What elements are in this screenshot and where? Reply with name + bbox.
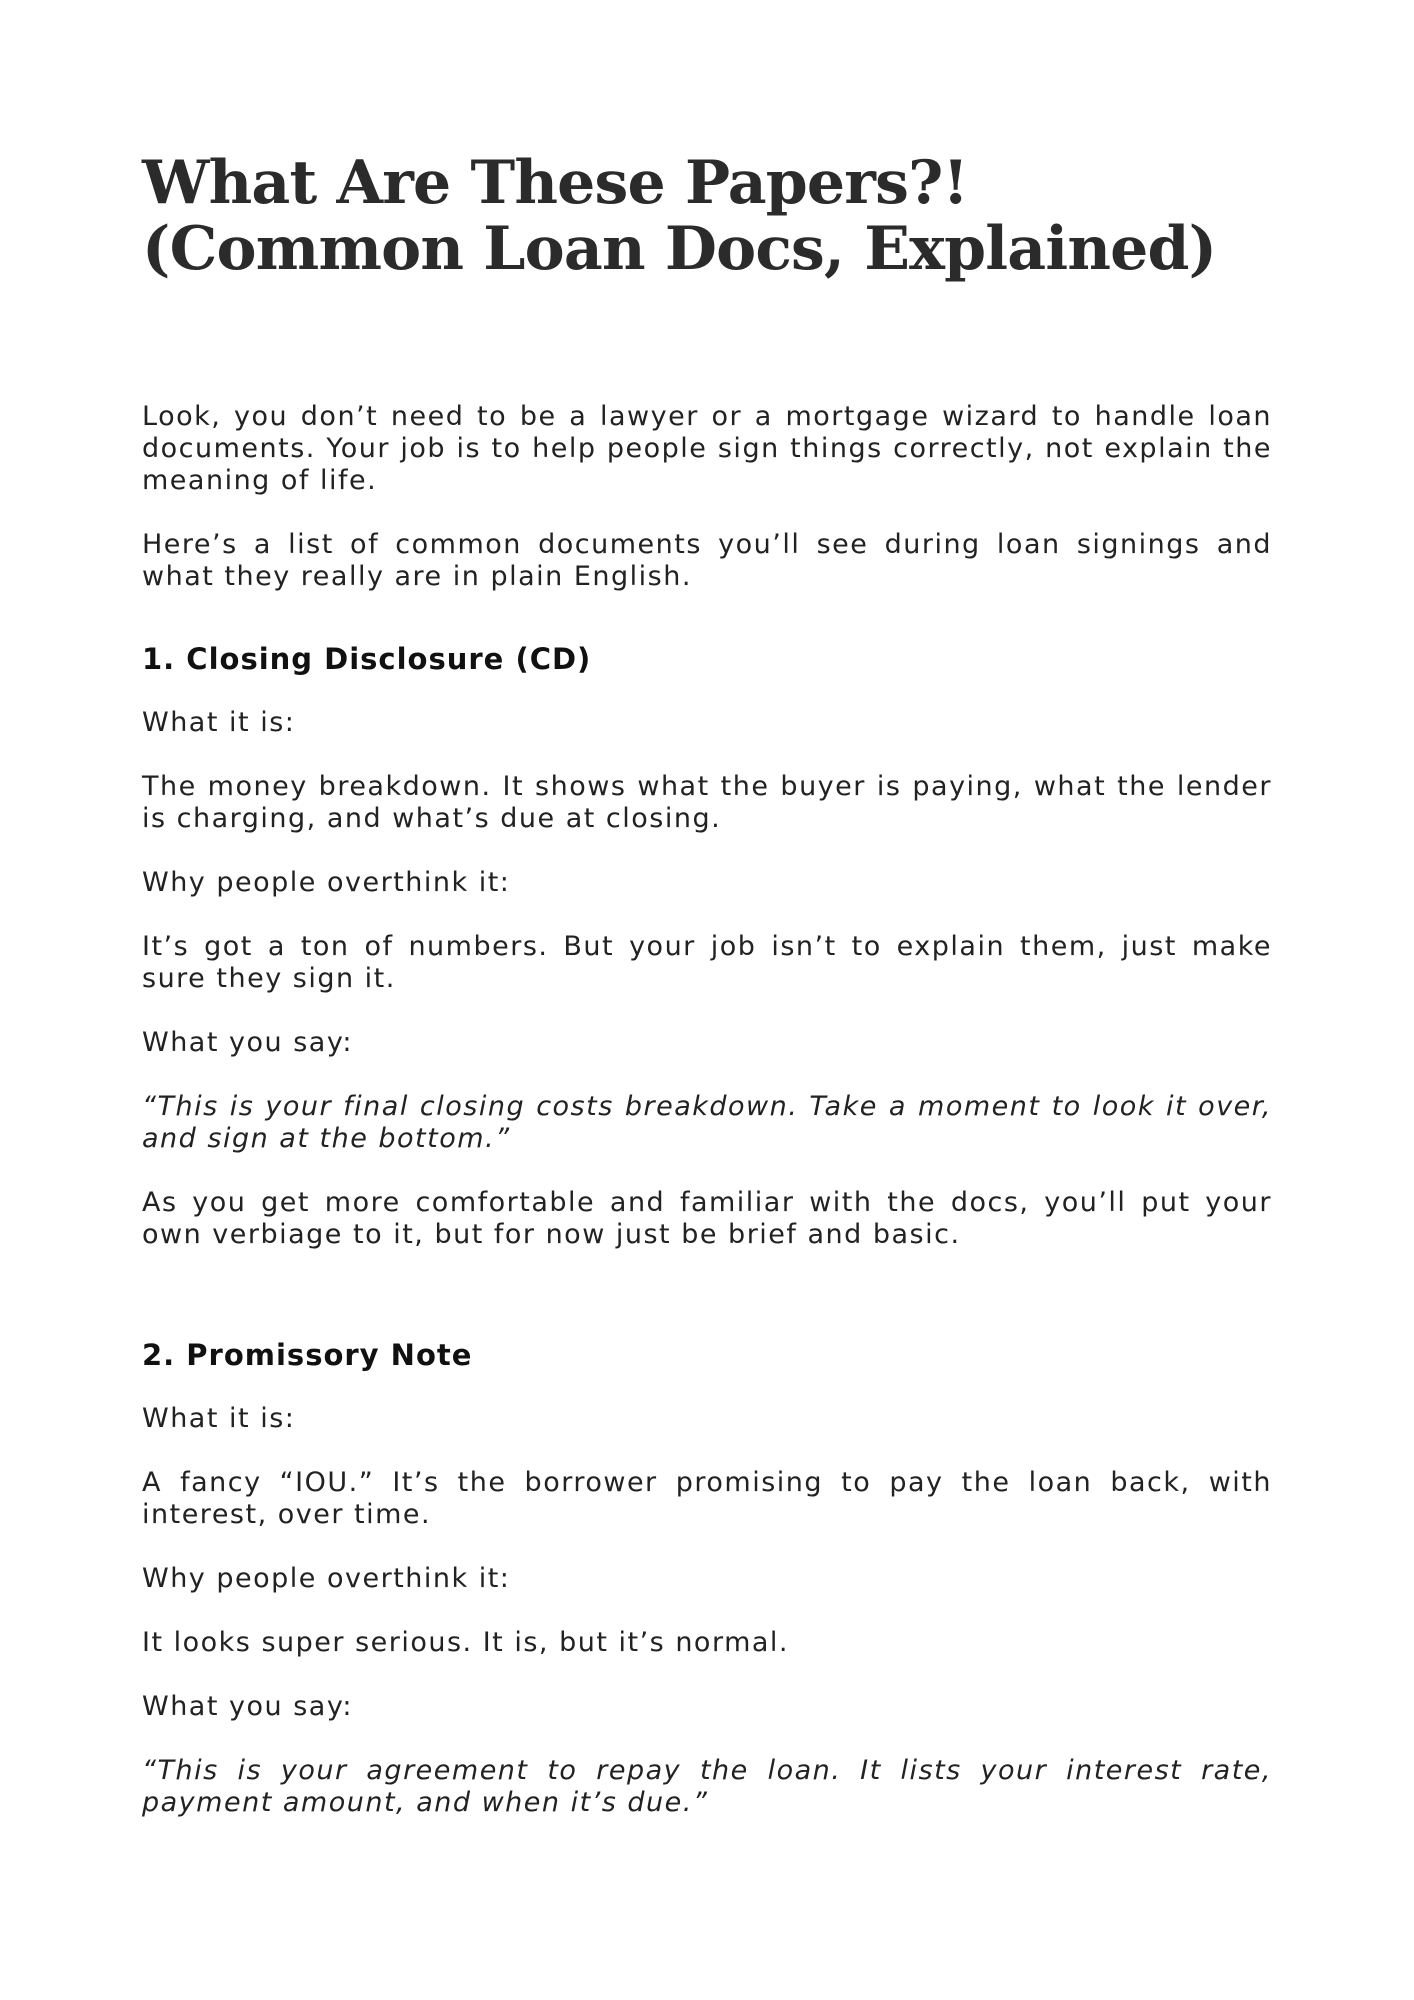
why-overthink-label: Why people overthink it: [142, 1563, 511, 1594]
section-heading: 2. Promissory Note [142, 1338, 473, 1372]
section-closing-disclosure [142, 641, 1272, 1251]
what-you-say-label: What you say: [142, 1027, 353, 1058]
spacer [142, 625, 1272, 641]
what-you-say-quote: “This is your agreement to repay the loan. It lists your interest rate, payment amount, and when it’s due.” [142, 1755, 1272, 1818]
intro-paragraph: Look, you don’t need to be a lawyer or a mortgage wizard to handle loan documents. Your job is to help people sign things correctly, not explain the meaning of life. [142, 401, 1272, 496]
page-title: What Are These Papers?! (Common Loan Docs, Explained) [142, 148, 1217, 284]
why-overthink-text: It looks super serious. It is, but it’s normal. [142, 1627, 790, 1658]
section-heading: 1. Closing Disclosure (CD) [142, 642, 592, 676]
what-it-is-text: The money breakdown. It shows what the buyer is paying, what the lender is charging, and what’s due at closing. [142, 771, 1272, 834]
what-it-is-label: What it is: [142, 707, 296, 738]
spacer [142, 1283, 1272, 1337]
why-overthink-text: It’s got a ton of numbers. But your job isn’t to explain them, just make sure they sign it. [142, 931, 1272, 994]
what-you-say-label: What you say: [142, 1691, 353, 1722]
intro-paragraph: Here’s a list of common documents you’ll see during loan signings and what they really are in plain English. [142, 529, 1272, 592]
document-body [142, 401, 1272, 1851]
section-promissory-note [142, 1337, 1272, 1819]
section-note: As you get more comfortable and familiar with the docs, you’ll put your own verbiage to it, but for now just be brief and basic. [142, 1187, 1272, 1250]
what-it-is-text: A fancy “IOU.” It’s the borrower promising to pay the loan back, with interest, over time. [142, 1467, 1272, 1530]
what-you-say-quote: “This is your final closing costs breakdown. Take a moment to look it over, and sign at the bottom.” [142, 1091, 1272, 1154]
why-overthink-label: Why people overthink it: [142, 867, 511, 898]
what-it-is-label: What it is: [142, 1403, 296, 1434]
